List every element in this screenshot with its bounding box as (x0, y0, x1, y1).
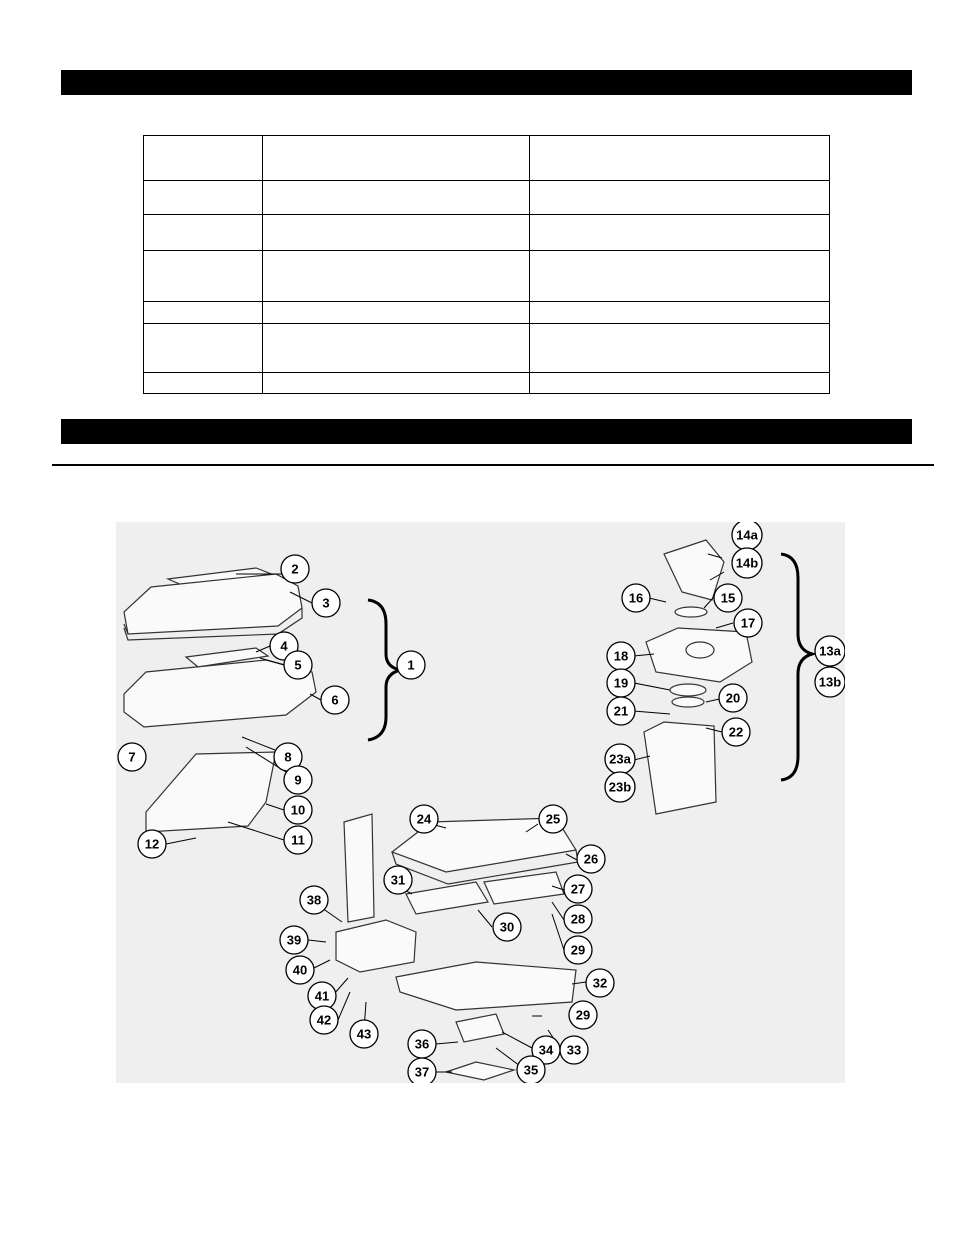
callout-label: 28 (570, 911, 586, 927)
callout-label: 5 (294, 657, 302, 673)
callout-label: 3 (322, 595, 330, 611)
base-plate-part (396, 962, 576, 1010)
callout-label: 39 (286, 932, 302, 948)
brace-bracket (368, 600, 400, 740)
callout-label: 6 (331, 692, 339, 708)
spec-table (143, 135, 830, 394)
ring-part (670, 684, 706, 696)
callout-label: 25 (545, 811, 561, 827)
frame-arm-part (406, 882, 488, 914)
callout-label: 35 (523, 1062, 539, 1078)
callout-label: 31 (390, 872, 406, 888)
callout-label: 11 (291, 832, 305, 848)
table-cell (530, 373, 830, 394)
table-cell (263, 373, 530, 394)
callout-label: 30 (499, 919, 515, 935)
callout-label: 34 (538, 1042, 554, 1058)
table-cell (263, 324, 530, 373)
table-cell (263, 302, 530, 324)
pillar-bracket-part (644, 722, 716, 814)
table-row (144, 181, 830, 215)
callout-label: 17 (740, 615, 756, 631)
callout-label: 4 (280, 638, 288, 654)
callout-label: 43 (356, 1026, 372, 1042)
table-row (144, 136, 830, 181)
callout-label: 9 (294, 772, 302, 788)
table-row (144, 373, 830, 394)
section-header-bar (61, 70, 912, 95)
table-row (144, 302, 830, 324)
table-cell (144, 373, 263, 394)
callout-label: 2 (291, 561, 299, 577)
callout-label: 7 (128, 749, 136, 765)
frame-arm-part (484, 872, 564, 904)
callout-label: 13a (819, 643, 841, 659)
callout-label: 23a (609, 751, 631, 767)
exploded-parts-diagram (116, 522, 845, 1083)
callout-label: 14a (736, 527, 758, 543)
table-cell (263, 181, 530, 215)
callout-label: 1 (407, 657, 415, 673)
pillar-part (344, 814, 374, 922)
indicator-housing-part (336, 920, 416, 972)
dish-top-part (664, 540, 724, 600)
callout-label: 15 (720, 590, 736, 606)
washer-part (675, 607, 707, 617)
callout-label: 19 (613, 675, 629, 691)
callout-label: 8 (284, 749, 292, 765)
load-cell-part (456, 1014, 504, 1042)
section-header-bar (61, 419, 912, 444)
ring-part (672, 697, 704, 707)
callout-label: 18 (613, 648, 629, 664)
callout-label: 40 (292, 962, 308, 978)
bracket-part (446, 1062, 514, 1080)
callout-label: 20 (725, 690, 741, 706)
table-row (144, 324, 830, 373)
table-cell (144, 181, 263, 215)
table-cell (263, 136, 530, 181)
table-cell (144, 324, 263, 373)
table-cell (263, 215, 530, 251)
callout-label: 27 (570, 881, 586, 897)
table-cell (144, 251, 263, 302)
table-cell (530, 302, 830, 324)
mount-hole-part (686, 642, 714, 658)
callout-label: 12 (144, 836, 160, 852)
table-cell (144, 302, 263, 324)
callout-label: 32 (592, 975, 608, 991)
callout-label: 33 (566, 1042, 582, 1058)
callout-label: 38 (306, 892, 322, 908)
table-cell (263, 251, 530, 302)
callout-label: 16 (628, 590, 644, 606)
table-cell (530, 181, 830, 215)
callout-label: 10 (290, 802, 306, 818)
callout-label: 42 (316, 1012, 332, 1028)
top-cover-part (124, 574, 302, 634)
base-tray-part (146, 752, 276, 832)
table-cell (530, 251, 830, 302)
callout-label: 21 (613, 703, 629, 719)
callout-label: 14b (735, 555, 759, 571)
callout-label: 13b (818, 674, 842, 690)
callout-label: 29 (575, 1007, 591, 1023)
callout-label: 26 (583, 851, 599, 867)
callout-label: 37 (414, 1064, 430, 1080)
callout-label: 41 (314, 988, 330, 1004)
parts-drawing (124, 540, 752, 1080)
table-cell (530, 136, 830, 181)
divider (52, 464, 934, 466)
brace-bracket (781, 554, 812, 780)
callout-label: 22 (728, 724, 744, 740)
callout-label: 29 (570, 942, 586, 958)
callout-label: 24 (416, 811, 432, 827)
table-cell (144, 215, 263, 251)
table-row (144, 215, 830, 251)
callout-label: 23b (608, 779, 632, 795)
table-cell (530, 215, 830, 251)
table-cell (144, 136, 263, 181)
table-row (144, 251, 830, 302)
table-cell (530, 324, 830, 373)
callout-label: 36 (414, 1036, 430, 1052)
